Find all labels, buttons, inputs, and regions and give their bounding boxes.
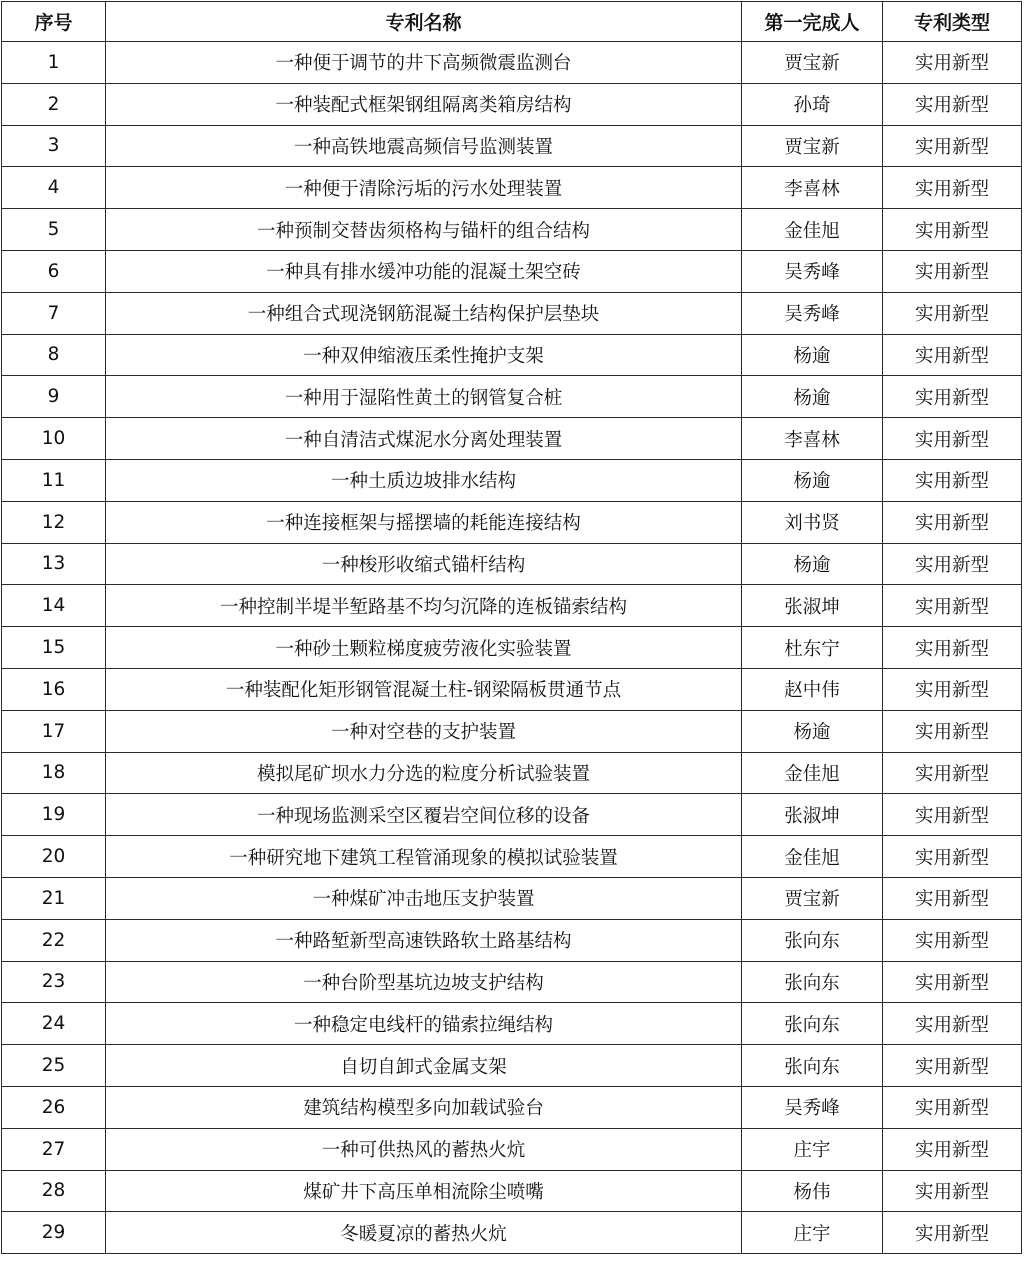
cell-patent-type: 实用新型 <box>883 83 1022 125</box>
cell-patent-type: 实用新型 <box>883 334 1022 376</box>
cell-patent-name: 一种便于调节的井下高频微震监测台 <box>106 42 742 84</box>
cell-serial-number: 20 <box>2 836 106 878</box>
cell-patent-type: 实用新型 <box>883 42 1022 84</box>
table-row <box>2 376 1022 418</box>
cell-patent-name: 一种现场监测采空区覆岩空间位移的设备 <box>106 794 742 836</box>
cell-first-inventor: 杨逾 <box>742 459 883 501</box>
cell-first-inventor: 杨伟 <box>742 1170 883 1212</box>
header-serial-number: 序号 <box>2 2 106 42</box>
table-row <box>2 1212 1022 1254</box>
cell-first-inventor: 吴秀峰 <box>742 292 883 334</box>
cell-serial-number: 22 <box>2 919 106 961</box>
cell-patent-name: 一种用于湿陷性黄土的钢管复合桩 <box>106 376 742 418</box>
cell-patent-name: 一种梭形收缩式锚杆结构 <box>106 543 742 585</box>
cell-first-inventor: 张向东 <box>742 961 883 1003</box>
cell-first-inventor: 贾宝新 <box>742 125 883 167</box>
cell-first-inventor: 李喜林 <box>742 167 883 209</box>
cell-serial-number: 16 <box>2 668 106 710</box>
cell-patent-name: 一种装配化矩形钢管混凝土柱-钢梁隔板贯通节点 <box>106 668 742 710</box>
header-first-inventor: 第一完成人 <box>742 2 883 42</box>
cell-first-inventor: 杨逾 <box>742 376 883 418</box>
header-row <box>2 2 1022 42</box>
cell-serial-number: 29 <box>2 1212 106 1254</box>
cell-patent-name: 一种可供热风的蓄热火炕 <box>106 1128 742 1170</box>
cell-first-inventor: 吴秀峰 <box>742 250 883 292</box>
table-row <box>2 1045 1022 1087</box>
cell-serial-number: 26 <box>2 1086 106 1128</box>
cell-serial-number: 19 <box>2 794 106 836</box>
cell-patent-type: 实用新型 <box>883 292 1022 334</box>
table-row <box>2 459 1022 501</box>
cell-first-inventor: 贾宝新 <box>742 877 883 919</box>
cell-patent-type: 实用新型 <box>883 1128 1022 1170</box>
cell-first-inventor: 张淑坤 <box>742 794 883 836</box>
patent-table <box>1 1 1022 1254</box>
cell-patent-type: 实用新型 <box>883 250 1022 292</box>
cell-patent-type: 实用新型 <box>883 710 1022 752</box>
cell-serial-number: 14 <box>2 585 106 627</box>
cell-patent-type: 实用新型 <box>883 376 1022 418</box>
table-row <box>2 83 1022 125</box>
cell-patent-type: 实用新型 <box>883 209 1022 251</box>
cell-patent-type: 实用新型 <box>883 418 1022 460</box>
cell-serial-number: 25 <box>2 1045 106 1087</box>
cell-patent-name: 一种台阶型基坑边坡支护结构 <box>106 961 742 1003</box>
cell-first-inventor: 李喜林 <box>742 418 883 460</box>
cell-patent-name: 一种控制半堤半堑路基不均匀沉降的连板锚索结构 <box>106 585 742 627</box>
table-body <box>2 42 1022 1254</box>
cell-serial-number: 1 <box>2 42 106 84</box>
cell-first-inventor: 张向东 <box>742 1045 883 1087</box>
cell-serial-number: 28 <box>2 1170 106 1212</box>
cell-serial-number: 7 <box>2 292 106 334</box>
cell-patent-name: 一种预制交替齿须格构与锚杆的组合结构 <box>106 209 742 251</box>
cell-patent-type: 实用新型 <box>883 836 1022 878</box>
table-row <box>2 668 1022 710</box>
cell-patent-type: 实用新型 <box>883 585 1022 627</box>
cell-patent-name: 冬暖夏凉的蓄热火炕 <box>106 1212 742 1254</box>
cell-serial-number: 2 <box>2 83 106 125</box>
cell-serial-number: 17 <box>2 710 106 752</box>
cell-serial-number: 9 <box>2 376 106 418</box>
table-row <box>2 1128 1022 1170</box>
cell-first-inventor: 刘书贤 <box>742 501 883 543</box>
cell-first-inventor: 杨逾 <box>742 543 883 585</box>
cell-patent-name: 一种砂土颗粒梯度疲劳液化实验装置 <box>106 627 742 669</box>
cell-serial-number: 3 <box>2 125 106 167</box>
cell-serial-number: 12 <box>2 501 106 543</box>
cell-patent-name: 一种双伸缩液压柔性掩护支架 <box>106 334 742 376</box>
table-row <box>2 42 1022 84</box>
cell-patent-name: 一种对空巷的支护装置 <box>106 710 742 752</box>
cell-patent-name: 一种土质边坡排水结构 <box>106 459 742 501</box>
cell-first-inventor: 张向东 <box>742 1003 883 1045</box>
cell-patent-type: 实用新型 <box>883 125 1022 167</box>
table-row <box>2 209 1022 251</box>
cell-patent-type: 实用新型 <box>883 1086 1022 1128</box>
table-row <box>2 334 1022 376</box>
table-row <box>2 1003 1022 1045</box>
cell-patent-type: 实用新型 <box>883 167 1022 209</box>
cell-patent-type: 实用新型 <box>883 794 1022 836</box>
table-row <box>2 1086 1022 1128</box>
cell-first-inventor: 赵中伟 <box>742 668 883 710</box>
cell-patent-name: 一种稳定电线杆的锚索拉绳结构 <box>106 1003 742 1045</box>
cell-serial-number: 18 <box>2 752 106 794</box>
cell-patent-type: 实用新型 <box>883 1170 1022 1212</box>
cell-patent-name: 一种连接框架与摇摆墙的耗能连接结构 <box>106 501 742 543</box>
cell-patent-name: 煤矿井下高压单相流除尘喷嘴 <box>106 1170 742 1212</box>
cell-patent-name: 一种便于清除污垢的污水处理装置 <box>106 167 742 209</box>
cell-patent-type: 实用新型 <box>883 1212 1022 1254</box>
cell-patent-type: 实用新型 <box>883 1003 1022 1045</box>
cell-patent-type: 实用新型 <box>883 877 1022 919</box>
table-header <box>2 2 1022 42</box>
table-row <box>2 836 1022 878</box>
cell-serial-number: 15 <box>2 627 106 669</box>
cell-first-inventor: 孙琦 <box>742 83 883 125</box>
cell-serial-number: 10 <box>2 418 106 460</box>
table-row <box>2 710 1022 752</box>
table-row <box>2 752 1022 794</box>
cell-patent-name: 自切自卸式金属支架 <box>106 1045 742 1087</box>
header-patent-name: 专利名称 <box>106 2 742 42</box>
cell-first-inventor: 杨逾 <box>742 710 883 752</box>
table-row <box>2 1170 1022 1212</box>
table-row <box>2 919 1022 961</box>
cell-patent-type: 实用新型 <box>883 459 1022 501</box>
table-row <box>2 877 1022 919</box>
cell-patent-name: 一种具有排水缓冲功能的混凝土架空砖 <box>106 250 742 292</box>
cell-serial-number: 6 <box>2 250 106 292</box>
cell-patent-name: 一种组合式现浇钢筋混凝土结构保护层垫块 <box>106 292 742 334</box>
cell-serial-number: 24 <box>2 1003 106 1045</box>
table-row <box>2 167 1022 209</box>
cell-serial-number: 21 <box>2 877 106 919</box>
cell-first-inventor: 吴秀峰 <box>742 1086 883 1128</box>
cell-serial-number: 27 <box>2 1128 106 1170</box>
cell-patent-name: 一种高铁地震高频信号监测装置 <box>106 125 742 167</box>
cell-patent-name: 一种自清洁式煤泥水分离处理装置 <box>106 418 742 460</box>
cell-serial-number: 4 <box>2 167 106 209</box>
cell-first-inventor: 金佳旭 <box>742 752 883 794</box>
cell-first-inventor: 庄宇 <box>742 1128 883 1170</box>
table-row <box>2 125 1022 167</box>
cell-serial-number: 11 <box>2 459 106 501</box>
cell-first-inventor: 张向东 <box>742 919 883 961</box>
table-row <box>2 627 1022 669</box>
cell-patent-type: 实用新型 <box>883 543 1022 585</box>
cell-patent-type: 实用新型 <box>883 752 1022 794</box>
table-row <box>2 543 1022 585</box>
table-row <box>2 501 1022 543</box>
cell-serial-number: 13 <box>2 543 106 585</box>
cell-first-inventor: 金佳旭 <box>742 836 883 878</box>
cell-patent-type: 实用新型 <box>883 919 1022 961</box>
table-row <box>2 292 1022 334</box>
cell-patent-name: 一种路堑新型高速铁路软土路基结构 <box>106 919 742 961</box>
cell-serial-number: 23 <box>2 961 106 1003</box>
cell-patent-type: 实用新型 <box>883 668 1022 710</box>
cell-first-inventor: 杜东宁 <box>742 627 883 669</box>
cell-patent-name: 建筑结构模型多向加载试验台 <box>106 1086 742 1128</box>
cell-patent-type: 实用新型 <box>883 1045 1022 1087</box>
cell-patent-type: 实用新型 <box>883 501 1022 543</box>
patent-table-container <box>1 1 1022 1254</box>
cell-first-inventor: 庄宇 <box>742 1212 883 1254</box>
cell-first-inventor: 张淑坤 <box>742 585 883 627</box>
table-row <box>2 794 1022 836</box>
cell-serial-number: 8 <box>2 334 106 376</box>
cell-first-inventor: 贾宝新 <box>742 42 883 84</box>
cell-first-inventor: 杨逾 <box>742 334 883 376</box>
cell-patent-name: 一种装配式框架钢组隔离类箱房结构 <box>106 83 742 125</box>
cell-patent-name: 一种煤矿冲击地压支护装置 <box>106 877 742 919</box>
table-row <box>2 418 1022 460</box>
cell-serial-number: 5 <box>2 209 106 251</box>
table-row <box>2 585 1022 627</box>
cell-patent-name: 模拟尾矿坝水力分选的粒度分析试验装置 <box>106 752 742 794</box>
cell-patent-type: 实用新型 <box>883 961 1022 1003</box>
cell-first-inventor: 金佳旭 <box>742 209 883 251</box>
header-patent-type: 专利类型 <box>883 2 1022 42</box>
table-row <box>2 250 1022 292</box>
cell-patent-name: 一种研究地下建筑工程管涌现象的模拟试验装置 <box>106 836 742 878</box>
cell-patent-type: 实用新型 <box>883 627 1022 669</box>
table-row <box>2 961 1022 1003</box>
